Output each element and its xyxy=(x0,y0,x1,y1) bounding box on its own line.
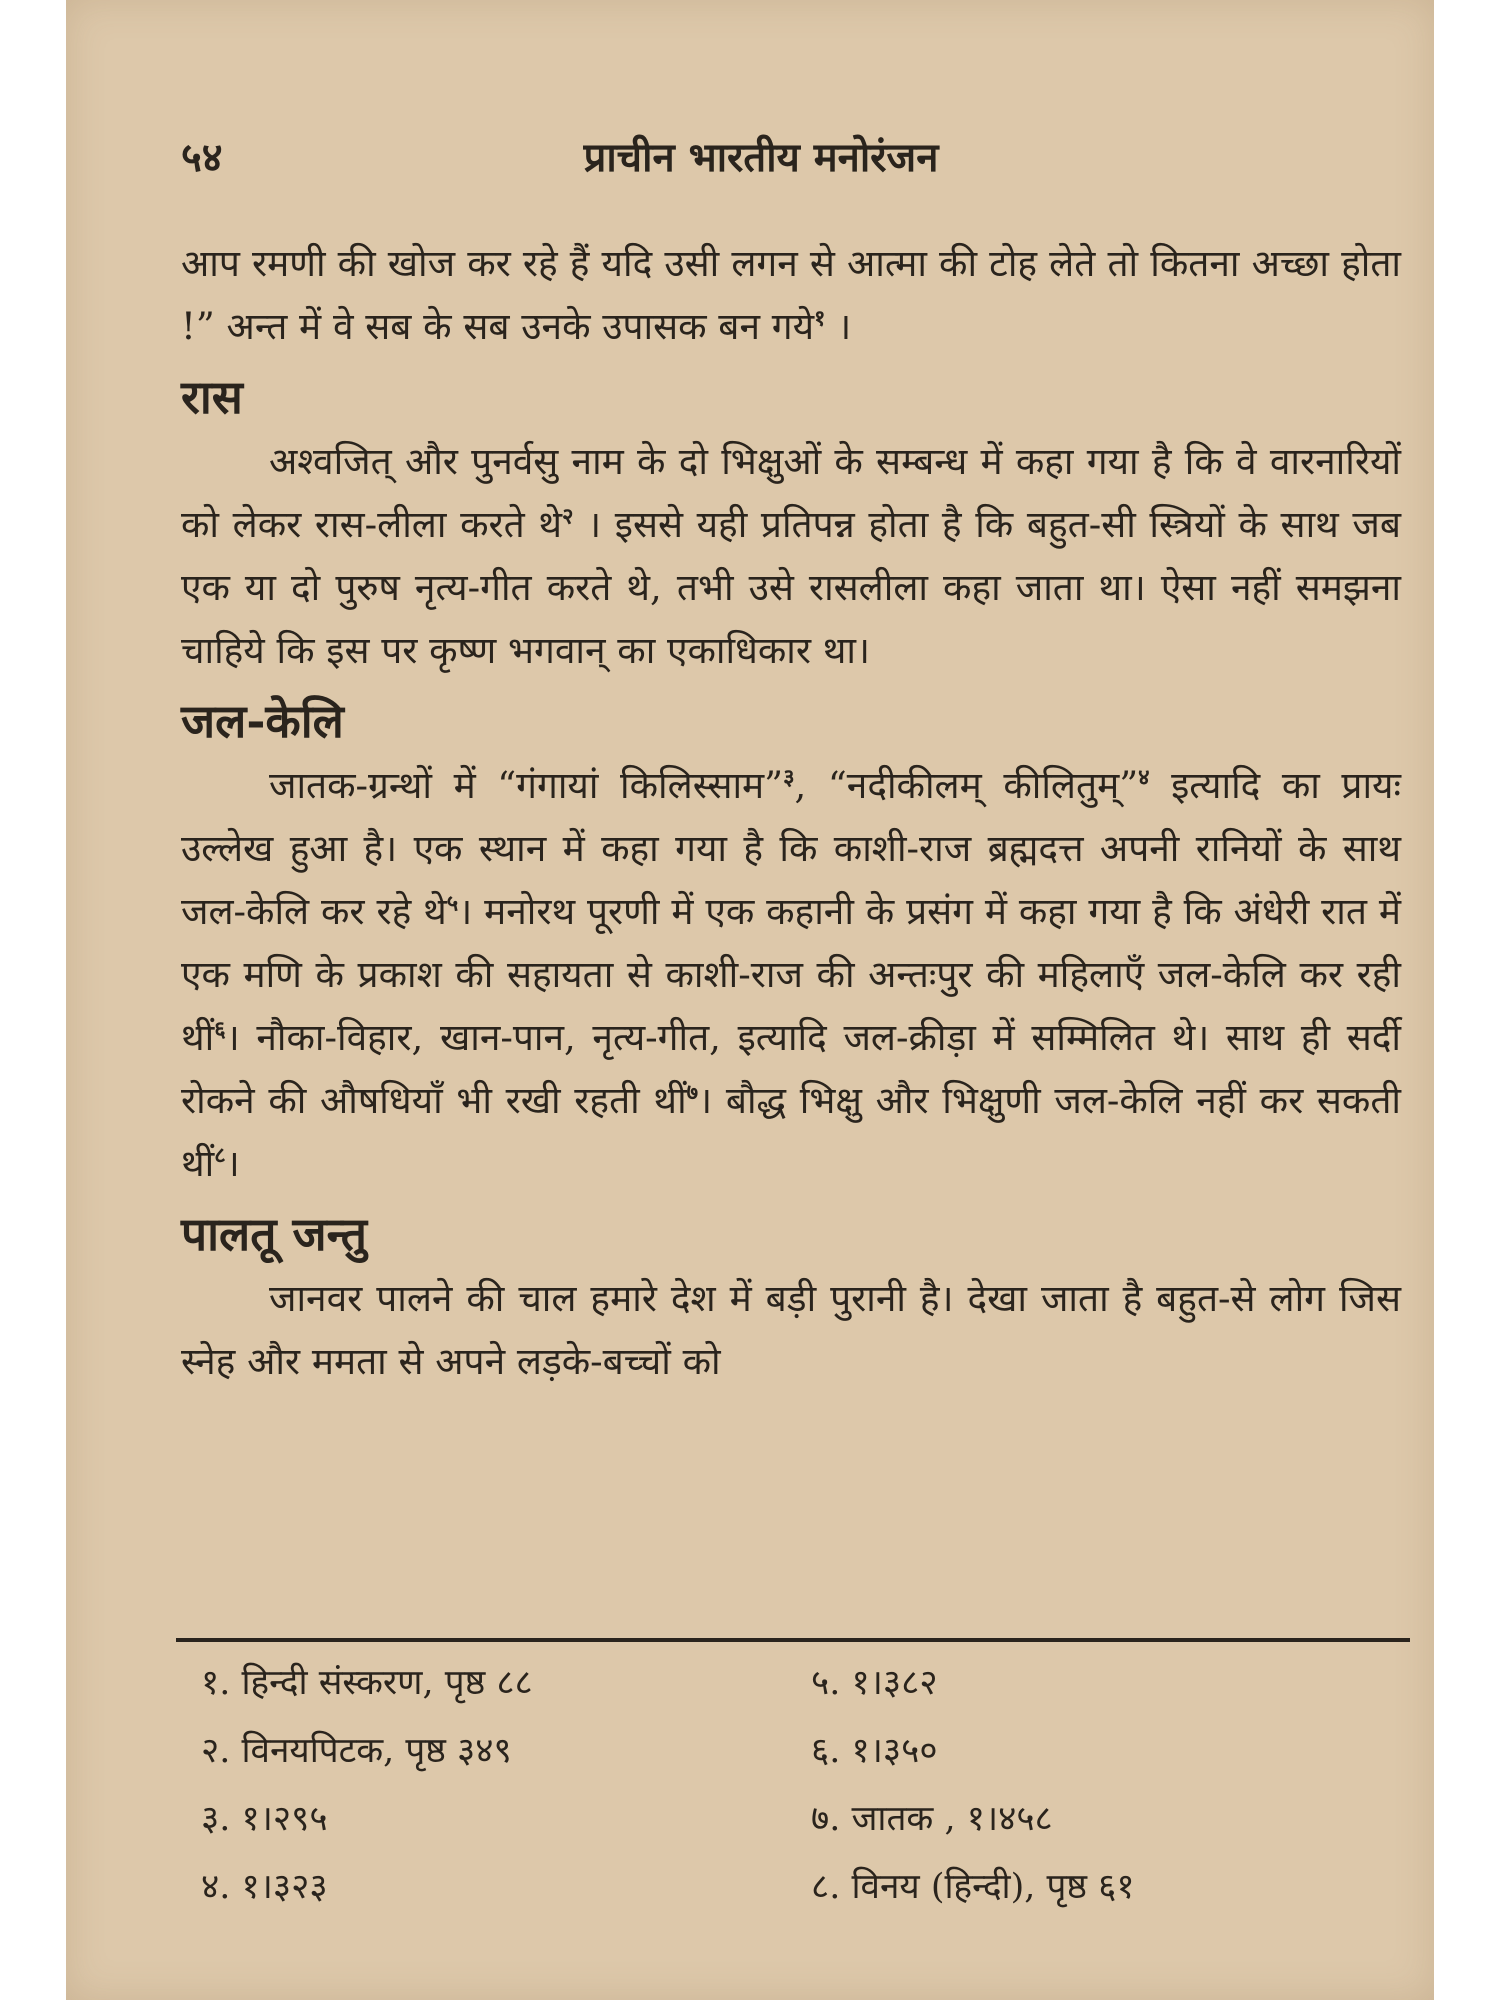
footnote-ref: ८ xyxy=(214,1142,226,1169)
footnote-ref: ६ xyxy=(214,1016,226,1043)
footnote-ref: १ xyxy=(814,305,826,332)
jalkeli-text-3: इत्यादि का प्रायः उल्लेख हुआ है। एक स्थान में कहा गया है कि काशी-राज ब्रह्मदत्त अपनी रानियों के साथ जल-केलि कर रहे थे xyxy=(181,764,1401,933)
footnote-item: ४. १।३२३ xyxy=(201,1867,328,1907)
intro-paragraph xyxy=(181,232,1401,358)
footnote-item: १. हिन्दी संस्करण, पृष्ठ ८८ xyxy=(201,1663,533,1703)
footnote-item: ३. १।२९५ xyxy=(201,1799,328,1839)
ras-text-1: अश्वजित् और पुनर्वसु नाम के दो भिक्षुओं के सम्बन्ध में कहा गया है कि वे वारनारियों को लेकर रास-लीला करते थे xyxy=(181,440,1401,546)
footnote-item: ५. १।३८२ xyxy=(811,1663,938,1703)
footnote-item: ८. विनय (हिन्दी), पृष्ठ ६१ xyxy=(811,1867,1135,1907)
page-number: ५४ xyxy=(181,134,223,181)
ras-paragraph xyxy=(181,430,1401,682)
footnote-ref: ५ xyxy=(446,890,459,917)
footnote-item: २. विनयपिटक, पृष्ठ ३४९ xyxy=(201,1731,512,1771)
footnote-divider xyxy=(176,1638,1410,1642)
running-title: प्राचीन भारतीय मनोरंजन xyxy=(583,134,939,181)
jalkeli-text-1: जातक-ग्रन्थों में “गंगायां किलिस्साम” xyxy=(269,764,784,807)
intro-text: आप रमणी की खोज कर रहे हैं यदि उसी लगन से आत्मा की टोह लेते तो कितना अच्छा होता !” अन्त में वे सब के सब उनके उपासक बन गये xyxy=(181,242,1401,348)
footnote-item: ७. जातक , १।४५८ xyxy=(811,1799,1053,1839)
footnote-ref: २ xyxy=(562,503,574,530)
page-header xyxy=(181,128,1341,188)
book-page xyxy=(66,0,1434,2000)
jalkeli-text-6: । बौद्ध भिक्षु और भिक्षुणी जल-केलि नहीं कर सकती थीं xyxy=(181,1079,1401,1185)
jalkeli-text-7: । xyxy=(225,1142,240,1185)
section-heading-ras: रास xyxy=(181,370,243,424)
intro-end: । xyxy=(825,305,852,348)
jalkeli-text-2: , “नदीकीलम् कीलितुम्” xyxy=(794,764,1139,807)
footnote-ref: ७ xyxy=(686,1079,699,1106)
body-text xyxy=(181,232,1401,1393)
ras-text-2: । इससे यही प्रतिपन्न होता है कि बहुत-सी स्त्रियों के साथ जब एक या दो पुरुष नृत्य-गीत करते थे, तभी उसे रासलीला कहा जाता था। ऐसा नहीं समझना चाहिये कि इस पर कृष्ण भगवान् का एकाधिकार था। xyxy=(181,503,1402,672)
jalkeli-paragraph xyxy=(181,754,1401,1195)
jalkeli-text-5: । नौका-विहार, खान-पान, नृत्य-गीत, इत्यादि जल-क्रीड़ा में सम्मिलित थे। साथ ही सर्दी रोकने की औषधियाँ भी रखी रहती थीं xyxy=(181,1016,1401,1122)
footnotes xyxy=(201,1652,1381,1918)
footnote-ref: ४ xyxy=(1138,764,1150,791)
footnote-item: ६. १।३५० xyxy=(811,1731,938,1771)
jalkeli-text-4: । मनोरथ पूरणी में एक कहानी के प्रसंग में कहा गया है कि अंधेरी रात में एक मणि के प्रकाश की सहायता से काशी-राज की अन्तःपुर की महिलाएँ जल-केलि कर रही थीं xyxy=(181,890,1401,1059)
paltu-paragraph: जानवर पालने की चाल हमारे देश में बड़ी पुरानी है। देखा जाता है बहुत-से लोग जिस स्नेह और ममता से अपने लड़के-बच्चों को xyxy=(181,1277,1401,1383)
section-heading-jalkeli: जल-केलि xyxy=(181,694,344,748)
section-heading-paltu: पालतू जन्तु xyxy=(181,1207,367,1261)
footnote-ref: ३ xyxy=(783,764,795,791)
